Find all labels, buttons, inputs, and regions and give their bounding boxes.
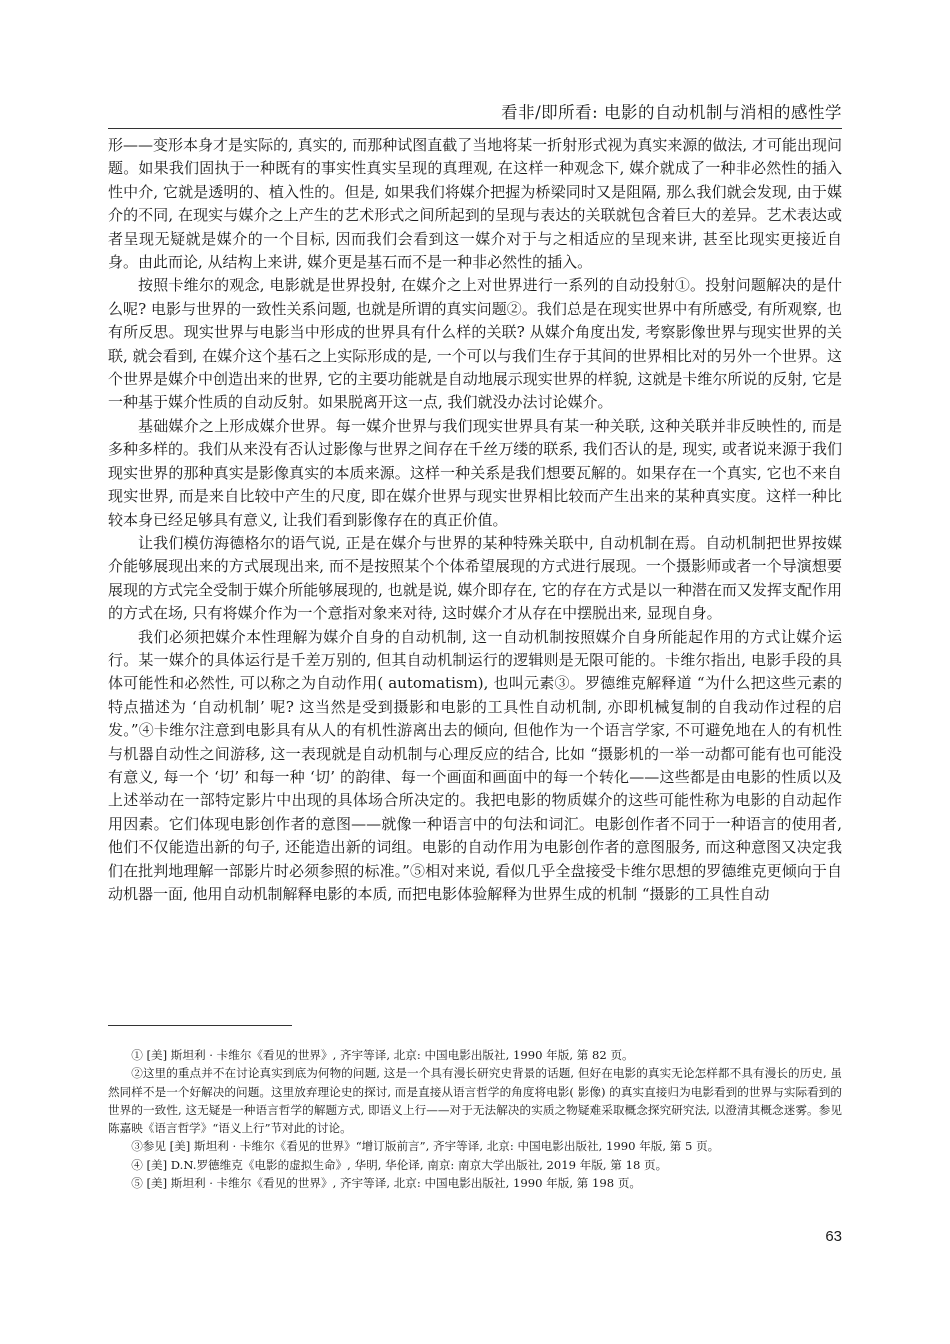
paragraph: 按照卡维尔的观念, 电影就是世界投射, 在媒介之上对世界进行一系列的自动投射①。投射问题解决的是什么呢? 电影与世界的一致性关系问题, 也就是所谓的真实问题②。我们总是在现实世界中有所感受, 有所观察, 也有所反思。现实世界与电影当中形成的世界具有什么样的关联? 从媒介角度出发, 考察影像世界与现实世界的关联, 就会看到, 在媒介这个基石之上实际形成的是, 一个可以与我们生存于其间的世界相比对的另外一个世界。这个世界是媒介中创造出来的世界, 它的主要功能就是自动地展示现实世界的样貌, 这就是卡维尔所说的反射, 它是一种基于媒介性质的自动反射。如果脱离开这一点, 我们就没办法讨论媒介。: [108, 276, 842, 412]
footnote: ④ [美] D.N.罗德维克《电影的虚拟生命》, 华明, 华伦译, 南京: 南京大学出版社, 2019 年版, 第 18 页。: [131, 1157, 668, 1172]
footnote: ① [美] 斯坦利 · 卡维尔《看见的世界》, 齐宇等译, 北京: 中国电影出版社, 1990 年版, 第 82 页。: [131, 1048, 634, 1062]
page-number: 63: [825, 1228, 842, 1245]
footnote: ⑤ [美] 斯坦利 · 卡维尔《看见的世界》, 齐宇等译, 北京: 中国电影出版社, 1990 年版, 第 198 页。: [131, 1176, 642, 1191]
footnote: ②这里的重点并不在讨论真实到底为何物的问题, 这是一个具有漫长研究史背景的话题, 但好在电影的真实无论怎样都不具有漫长的历史, 虽然同样不是一个好解决的问题。这里放弃理论史的探讨, 而是直接从语言哲学的角度将电影( 影像) 的真实直接归为电影看到的世界与实际看到的世界的一致性, 这无疑是一种语言哲学的解题方式, 即语义上行——对于无法解决的实质之物疑难采取概念探究研究法, 以澄清其概念迷雾。参见陈嘉映《语言哲学》“语义上行”节对此的讨论。: [108, 1066, 842, 1136]
footnote-rule: [108, 1025, 292, 1026]
header-rule: [108, 128, 842, 129]
paragraph: 基础媒介之上形成媒介世界。每一媒介世界与我们现实世界具有某一种关联, 这种关联并非反映性的, 而是多种多样的。我们从来没有否认过影像与世界之间存在千丝万缕的联系, 我们否认的是, 现实, 或者说来源于我们现实世界的那种真实是影像真实的本质来源。这样一种关系是我们想要瓦解的。如果存在一个真实, 它也不来自现实世界, 而是来自比较中产生的尺度, 即在媒介世界与现实世界相比较而产生出来的某种真实度。这样一种比较本身已经足够具有意义, 让我们看到影像存在的真正价值。: [108, 416, 842, 529]
body-text: [108, 134, 842, 906]
paragraph: 形——变形本身才是实际的, 真实的, 而那种试图直截了当地将某一折射形式视为真实来源的做法, 才可能出现问题。如果我们固执于一种既有的事实性真实呈现的真理观, 在这样一种观念下, 媒介就成了一种非必然性的插入性中介, 它就是透明的、植入性的。但是, 如果我们将媒介把握为桥梁同时又是阻隔, 那么我们就会发现, 由于媒介的不同, 在现实与媒介之上产生的艺术形式之间所起到的呈现与表达的关联就包含着巨大的差异。艺术表达或者呈现无疑就是媒介的一个目标, 因而我们会看到这一媒介对于与之相适应的呈现来讲, 甚至比现实更接近自身。由此而论, 从结构上来讲, 媒介更是基石而不是一种非必然性的插入。: [108, 136, 842, 272]
footnotes: [108, 1046, 842, 1192]
running-header: 看非/即所看: 电影的自动机制与消相的感性学: [501, 103, 842, 122]
paragraph: 我们必须把媒介本性理解为媒介自身的自动机制, 这一自动机制按照媒介自身所能起作用的方式让媒介运行。某一媒介的具体运行是千差万别的, 但其自动机制运行的逻辑则是无限可能的。卡维尔指出, 电影手段的具体可能性和必然性, 可以称之为自动作用( automatism), 也叫元素③。罗德维克解释道 “为什么把这些元素的特点描述为 ‘自动机制’ 呢? 这当然是受到摄影和电影的工具性自动机制, 亦即机械复制的自我动作过程的启发。”④卡维尔注意到电影具有从人的有机性游离出去的倾向, 但他作为一个语言学家, 不可避免地在人的有机性与机器自动性之间游移, 这一表现就是自动机制与心理反应的结合, 比如 “摄影机的一举一动都可能有也可能没有意义, 每一个 ‘切’ 和每一种 ‘切’ 的韵律、每一个画面和画面中的每一个转化——这些都是由电影的性质以及上述举动在一部特定影片中出现的具体场合所决定的。我把电影的物质媒介的这些可能性称为电影的自动起作用因素。它们体现电影创作者的意图——就像一种语言中的句法和词汇。电影创作者不同于一种语言的使用者, 他们不仅能造出新的句子, 还能造出新的词组。电影的自动作用为电影创作者的意图服务, 而这种意图又决定我们在批判地理解一部影片时必须参照的标准。”⑤相对来说, 看似几乎全盘接受卡维尔思想的罗德维克更倾向于自动机器一面, 他用自动机制解释电影的本质, 而把电影体验解释为世界生成的机制 “摄影的工具性自动: [108, 627, 842, 903]
footnote: ③参见 [美] 斯坦利 · 卡维尔《看见的世界》“增订版前言”, 齐宇等译, 北京: 中国电影出版社, 1990 年版, 第 5 页。: [131, 1139, 720, 1154]
paragraph: 让我们模仿海德格尔的语气说, 正是在媒介与世界的某种特殊关联中, 自动机制在焉。自动机制把世界按媒介能够展现出来的方式展现出来, 而不是按照某个个体希望展现的方式进行展现。一个摄影师或者一个导演想要展现的方式完全受制于媒介所能够展现的, 也就是说, 媒介即存在, 它的存在方式是以一种潜在而又发挥支配作用的方式在场, 只有将媒介作为一个意指对象来对待, 这时媒介才从存在中摆脱出来, 显现自身。: [108, 533, 842, 623]
